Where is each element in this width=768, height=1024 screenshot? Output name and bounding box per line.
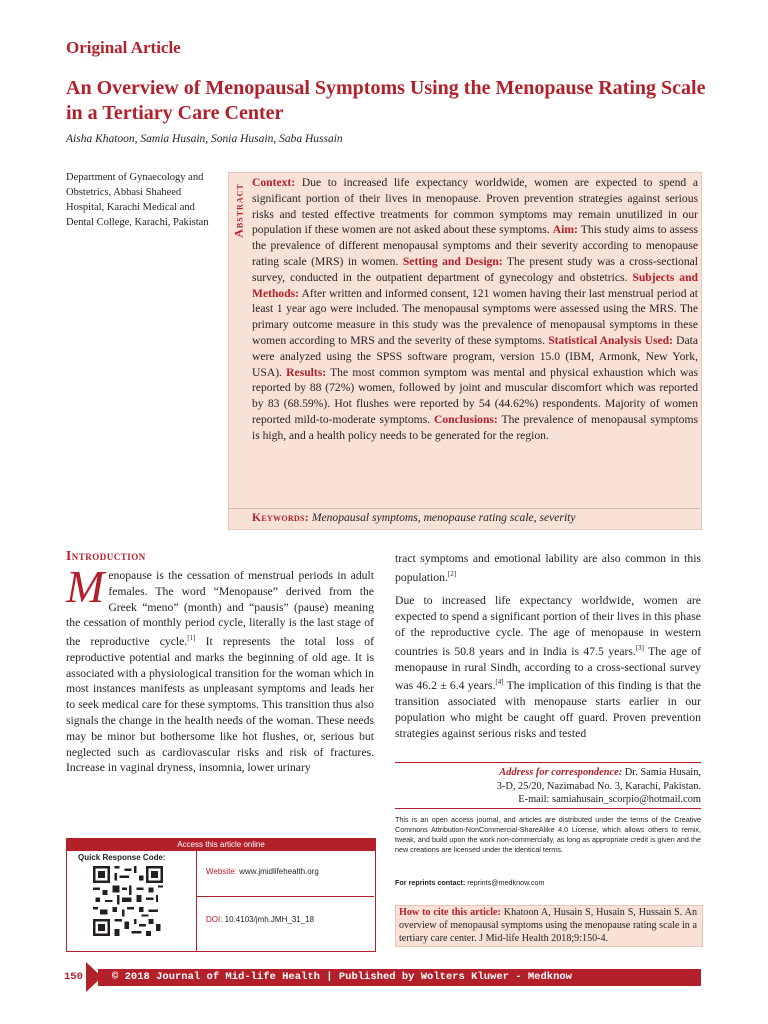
website-row[interactable]: Website: www.jmidlifehealth.org: [206, 867, 319, 876]
intro-column-1: Menopause is the cessation of menstrual periods in adult females. The word “Menopause” derived from the Greek “meno” (month) and “pausis” (pause) meaning the cessation of monthly period cycle, literally is the last stage of the reproductive cycle.[1] It represents the total loss of reproductive potential and marks the beginning of old age. It is associated with a physiological transition for the woman which in most instances manifests as unpleasant symptoms and leads her to seek medical care for these symptoms. This transition thus also signals the change in the health needs of the woman. These needs may be minor but bothersome like hot flushes, or, serious but neglected such as cardiovascular risks and risk of fractures. Increase in vaginal dryness, insomnia, lower urinary: [66, 561, 374, 775]
license-text: This is an open access journal, and articles are distributed under the terms of the Creative Commons Attribution-NonCommercial-ShareAlike 4.0 License, which allows others to remix, tweak, and build upon the work non-commercially, as long as appropriate credit is given and the new creations are licensed under the identical terms.: [395, 815, 701, 854]
reprints-contact[interactable]: For reprints contact: reprints@medknow.com: [395, 878, 545, 887]
drop-cap: M: [66, 561, 105, 612]
introduction-heading: Introduction: [66, 548, 146, 563]
keywords-divider: [228, 508, 700, 509]
footer-text: © 2018 Journal of Mid-life Health | Published by Wolters Kluwer - Medknow: [112, 971, 572, 983]
access-header: Access this article online: [66, 838, 376, 851]
author-list: Aisha Khatoon, Samia Husain, Sonia Husain, Saba Hussain: [66, 133, 343, 145]
section-label: Original Article: [66, 38, 181, 57]
correspondence-divider: [395, 762, 701, 763]
doi-row[interactable]: DOI: 10.4103/jmh.JMH_31_18: [206, 915, 315, 924]
access-divider: [196, 851, 197, 951]
correspondence: Address for correspondence: Dr. Samia Husain, 3-D, 25/20, Nazimabad No. 3, Karachi, Pakistan. E-mail: samiahusain_scorpio@hotmail.com: [395, 766, 701, 807]
page-number: 150: [64, 971, 83, 983]
article-title: An Overview of Menopausal Symptoms Using the Menopause Rating Scale in a Tertiary Care Center: [66, 77, 706, 124]
qr-code-icon[interactable]: [93, 866, 163, 936]
abstract-text: Context: Due to increased life expectancy worldwide, women are expected to spend a significant portion of their lives in menopause. Proven prevention strategies against serious risks and tested effective treatments for common symptoms may remain unutilized in our population if these women are not asked about these symptoms. Aim: This study aims to assess the prevalence of different menopausal symptoms and their severity according to menopause rating scale (MRS) in women. Setting and Design: The present study was a cross-sectional survey, conducted in the outpatient department of gynecology and obstetrics. Subjects and Methods: After written and informed consent, 121 women having their last menstrual period at least 1 year ago were included. The menopausal symptoms were assessed using the MRS. The primary outcome measure in this study was the prevalence of menopausal symptoms in these women according to MRS and the severity of these symptoms. Statistical Analysis Used: Data were analyzed using the SPSS software program, version 15.0 (IBM, Armonk, New York, USA). Results: The most common symptom was mental and physical exhaustion which was reported by 88 (72%) women, followed by joint and muscular discomfort which was reported by 83 (68.59%). Hot flushes were reported by 54 (44.62%) respondents. Majority of women reported mild-to-moderate symptoms. Conclusions: The prevalence of menopausal symptoms is high, and a health policy needs to be generated for the region.: [252, 176, 699, 442]
qr-label: Quick Response Code:: [78, 853, 166, 862]
citation-text: How to cite this article: Khatoon A, Husain S, Husain S, Hussain S. An overview of menopausal symptoms using the menopause rating scale in a tertiary care center. J Mid-life Health 2018;9:150-4.: [399, 907, 697, 944]
license-divider: [395, 808, 701, 809]
abstract-side-label: Abstract: [231, 183, 246, 238]
keywords: Keywords: Menopausal symptoms, menopause rating scale, severity: [252, 511, 576, 524]
intro-column-2: tract symptoms and emotional lability are also common in this population.[2] Due to increased life expectancy worldwide, women are expected to spend a significant portion of their lives in this phase of the reproductive cycle. The age of menopause in western countries is 50.8 years and in India is 47.5 years.[3] The age of menopause in rural Sindh, according to a cross-sectional survey was 46.2 ± 6.4 years.[4] The implication of this finding is that the transition associated with menopause starts earlier in our population who might be caught off guard. Proven prevention strategies against serious risks and tested: [395, 552, 701, 740]
access-row-divider: [196, 896, 374, 897]
affiliation: Department of Gynaecology and Obstetrics, Abbasi Shaheed Hospital, Karachi Medical and Dental College, Karachi, Pakistan: [66, 172, 209, 228]
correspondence-email[interactable]: E-mail: samiahusain_scorpio@hotmail.com: [518, 794, 701, 805]
